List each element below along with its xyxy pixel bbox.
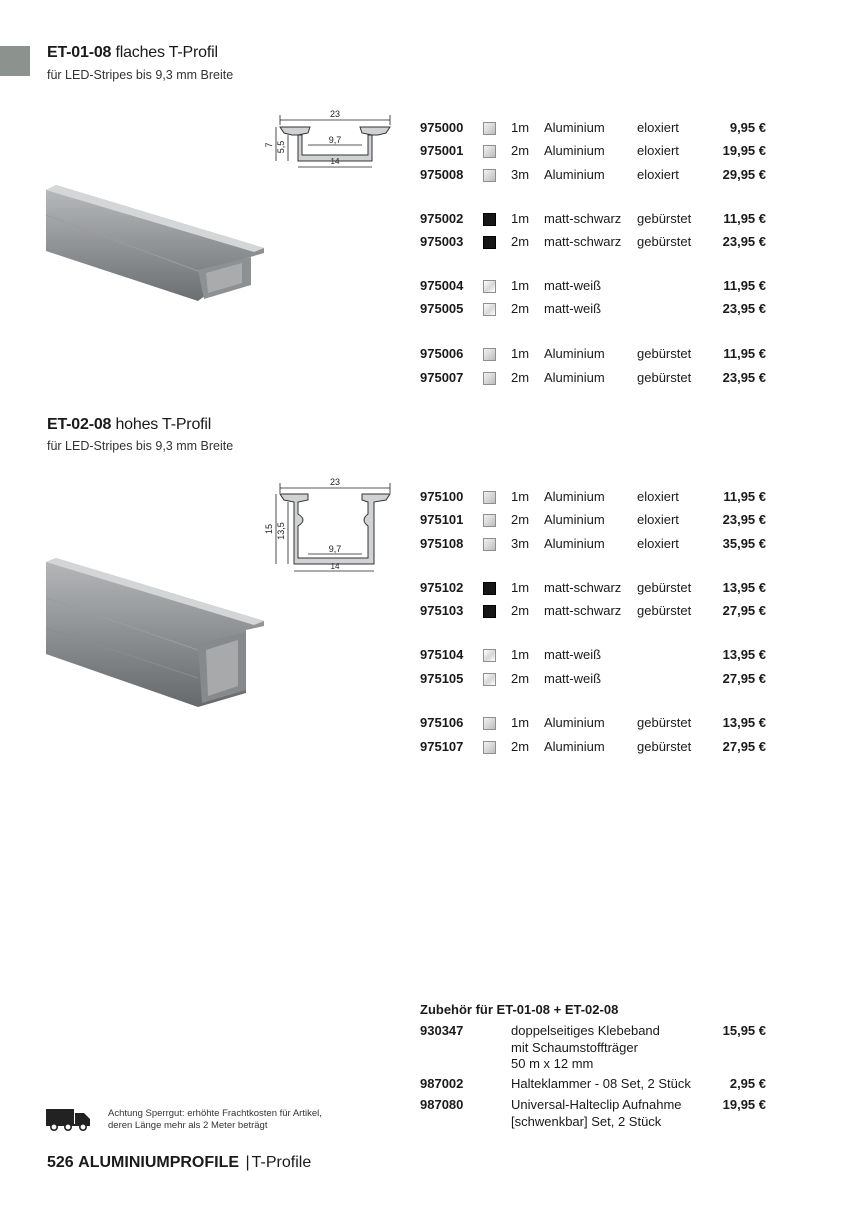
product-row — [420, 603, 770, 623]
dim-inner-width: 9,7 — [328, 135, 342, 145]
material: matt-schwarz — [544, 603, 622, 618]
price: 23,95 € — [722, 370, 766, 385]
product-row — [420, 346, 770, 366]
section-subtitle: für LED-Stripes bis 9,3 mm Breite — [47, 68, 234, 82]
article-number: 987080 — [420, 1097, 464, 1112]
article-number: 975007 — [420, 370, 464, 385]
price: 19,95 € — [722, 143, 766, 158]
length: 2m — [511, 234, 530, 249]
article-number: 975005 — [420, 301, 464, 316]
profile-drawing-high — [264, 474, 403, 578]
color-swatch — [483, 145, 496, 158]
material: matt-schwarz — [544, 580, 622, 595]
description-line: mit Schaumstoffträger — [511, 1039, 638, 1055]
length: 2m — [511, 603, 530, 618]
price: 35,95 € — [722, 536, 766, 551]
product-row — [420, 647, 770, 667]
length: 1m — [511, 278, 530, 293]
price: 13,95 € — [722, 647, 766, 662]
dim-inner-height: 5,5 — [276, 140, 286, 154]
finish: eloxiert — [637, 143, 679, 158]
accessory-description — [511, 1097, 682, 1130]
length: 2m — [511, 143, 530, 158]
price: 11,95 € — [723, 278, 766, 293]
truck-icon — [46, 1109, 92, 1131]
length: 1m — [511, 715, 530, 730]
product-row — [420, 739, 770, 759]
section-title — [47, 416, 211, 434]
accessory-description — [511, 1023, 660, 1073]
finish: eloxiert — [637, 536, 679, 551]
description-line: doppelseitiges Klebeband — [511, 1023, 660, 1038]
price: 11,95 € — [723, 346, 766, 361]
product-row — [420, 489, 770, 509]
material: Aluminium — [544, 143, 605, 158]
length: 1m — [511, 489, 530, 504]
material: Aluminium — [544, 346, 605, 361]
length: 2m — [511, 512, 530, 527]
dim-height: 7 — [264, 142, 274, 148]
material: Aluminium — [544, 715, 605, 730]
material: matt-schwarz — [544, 211, 622, 226]
length: 1m — [511, 120, 530, 135]
section-code: ET-02-08 — [47, 416, 112, 433]
length: 1m — [511, 647, 530, 662]
color-swatch — [483, 741, 496, 754]
length: 1m — [511, 346, 530, 361]
material: matt-schwarz — [544, 234, 622, 249]
finish: eloxiert — [637, 512, 679, 527]
product-row — [420, 234, 770, 254]
article-number: 975102 — [420, 580, 464, 595]
price: 27,95 € — [722, 603, 766, 618]
length: 3m — [511, 536, 530, 551]
footer-category: ALUMINIUMPROFILE — [78, 1154, 240, 1171]
material: Aluminium — [544, 167, 605, 182]
dim-width-top: 23 — [329, 109, 341, 119]
price: 13,95 € — [722, 715, 766, 730]
price: 15,95 € — [722, 1023, 766, 1038]
material: matt-weiß — [544, 301, 602, 316]
product-row — [420, 167, 770, 187]
dim-bottom-width: 14 — [330, 562, 340, 571]
section-subtitle: für LED-Stripes bis 9,3 mm Breite — [47, 439, 234, 453]
color-swatch — [483, 649, 496, 662]
description-line: 50 m x 12 mm — [511, 1056, 594, 1071]
length: 2m — [511, 370, 530, 385]
page-footer — [47, 1154, 311, 1172]
article-number: 975004 — [420, 278, 464, 293]
finish: eloxiert — [637, 489, 679, 504]
page-number: 526 — [47, 1154, 74, 1171]
price: 13,95 € — [722, 580, 766, 595]
finish: gebürstet — [637, 603, 692, 618]
notice-line: deren Länge mehr als 2 Meter beträgt — [108, 1120, 268, 1131]
length: 2m — [511, 671, 530, 686]
length: 2m — [511, 301, 530, 316]
footer-separator: | — [245, 1154, 250, 1171]
article-number: 975000 — [420, 120, 464, 135]
product-row — [420, 512, 770, 532]
article-number: 975105 — [420, 671, 464, 686]
article-number: 930347 — [420, 1023, 464, 1038]
profile-drawing-flat — [264, 105, 403, 175]
chapter-tab — [0, 46, 30, 76]
article-number: 975103 — [420, 603, 464, 618]
description-line: Halteklammer - 08 Set, 2 Stück — [511, 1076, 691, 1091]
finish: gebürstet — [637, 346, 692, 361]
dim-height: 15 — [264, 523, 274, 535]
article-number: 975106 — [420, 715, 464, 730]
price: 19,95 € — [722, 1097, 766, 1112]
article-number: 975002 — [420, 211, 464, 226]
price: 23,95 € — [722, 301, 766, 316]
accessories-title: Zubehör für ET-01-08 + ET-02-08 — [420, 1002, 619, 1017]
finish: gebürstet — [637, 580, 692, 595]
material: matt-weiß — [544, 647, 602, 662]
length: 1m — [511, 580, 530, 595]
color-swatch — [483, 236, 496, 249]
finish: eloxiert — [637, 167, 679, 182]
section-code: ET-01-08 — [47, 44, 112, 61]
color-swatch — [483, 605, 496, 618]
product-row — [420, 301, 770, 321]
color-swatch — [483, 122, 496, 135]
finish: gebürstet — [637, 739, 692, 754]
dim-inner-width: 9,7 — [328, 544, 342, 554]
price: 2,95 € — [729, 1076, 766, 1091]
article-number: 975100 — [420, 489, 464, 504]
product-row — [420, 120, 770, 140]
color-swatch — [483, 348, 496, 361]
accessory-description — [511, 1076, 691, 1093]
price: 27,95 € — [722, 671, 766, 686]
color-swatch — [483, 717, 496, 730]
material: Aluminium — [544, 370, 605, 385]
section-title — [47, 44, 218, 62]
product-row — [420, 671, 770, 691]
color-swatch — [483, 169, 496, 182]
dim-inner-height: 13,5 — [276, 522, 286, 540]
material: matt-weiß — [544, 671, 602, 686]
finish: gebürstet — [637, 211, 692, 226]
price: 23,95 € — [722, 234, 766, 249]
product-row — [420, 211, 770, 231]
price: 9,95 € — [729, 120, 766, 135]
article-number: 975104 — [420, 647, 464, 662]
description-line: [schwenkbar] Set, 2 Stück — [511, 1113, 662, 1129]
dim-width-top: 23 — [329, 477, 341, 487]
product-row — [420, 370, 770, 390]
profile-photo-high — [46, 558, 268, 708]
section-name: hohes T-Profil — [115, 416, 212, 433]
price: 11,95 € — [723, 489, 766, 504]
product-row — [420, 580, 770, 600]
article-number: 987002 — [420, 1076, 464, 1091]
color-swatch — [483, 582, 496, 595]
length: 2m — [511, 739, 530, 754]
bulky-goods-notice — [108, 1108, 322, 1132]
color-swatch — [483, 538, 496, 551]
material: matt-weiß — [544, 278, 602, 293]
color-swatch — [483, 491, 496, 504]
article-number: 975107 — [420, 739, 464, 754]
product-row — [420, 715, 770, 735]
dim-bottom-width: 14 — [330, 157, 340, 166]
price: 11,95 € — [723, 211, 766, 226]
description-line: Universal-Halteclip Aufnahme — [511, 1097, 682, 1112]
finish: eloxiert — [637, 120, 679, 135]
color-swatch — [483, 372, 496, 385]
color-swatch — [483, 303, 496, 316]
product-row — [420, 278, 770, 298]
length: 1m — [511, 211, 530, 226]
product-row — [420, 143, 770, 163]
profile-photo-flat — [46, 185, 268, 303]
article-number: 975006 — [420, 346, 464, 361]
color-swatch — [483, 673, 496, 686]
price: 23,95 € — [722, 512, 766, 527]
material: Aluminium — [544, 739, 605, 754]
finish: gebürstet — [637, 234, 692, 249]
color-swatch — [483, 280, 496, 293]
article-number: 975108 — [420, 536, 464, 551]
material: Aluminium — [544, 536, 605, 551]
finish: gebürstet — [637, 370, 692, 385]
finish: gebürstet — [637, 715, 692, 730]
notice-line: Achtung Sperrgut: erhöhte Frachtkosten für Artikel, — [108, 1108, 322, 1119]
article-number: 975003 — [420, 234, 464, 249]
section-name: flaches T-Profil — [115, 44, 218, 61]
material: Aluminium — [544, 120, 605, 135]
product-row — [420, 536, 770, 556]
article-number: 975001 — [420, 143, 464, 158]
article-number: 975008 — [420, 167, 464, 182]
color-swatch — [483, 213, 496, 226]
footer-subcategory: T-Profile — [251, 1154, 312, 1171]
material: Aluminium — [544, 489, 605, 504]
color-swatch — [483, 514, 496, 527]
price: 27,95 € — [722, 739, 766, 754]
article-number: 975101 — [420, 512, 464, 527]
material: Aluminium — [544, 512, 605, 527]
price: 29,95 € — [722, 167, 766, 182]
length: 3m — [511, 167, 530, 182]
